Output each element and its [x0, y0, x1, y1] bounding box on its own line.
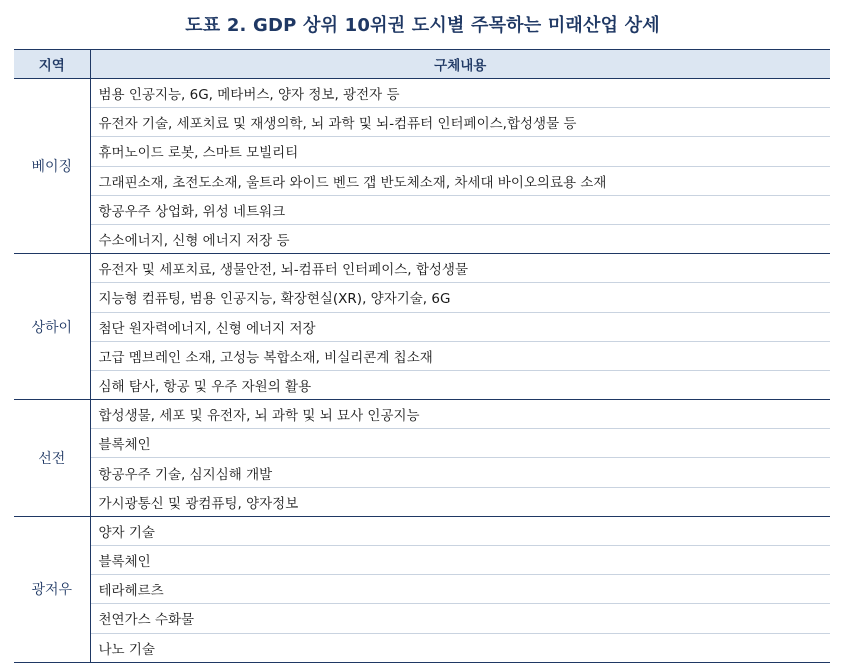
table-title: 도표 2. GDP 상위 10위권 도시별 주목하는 미래산업 상세 [185, 15, 660, 36]
detail-cell: 가시광통신 및 광컴퓨팅, 양자정보 [90, 487, 830, 516]
detail-cell: 첨단 원자력에너지, 신형 에너지 저장 [90, 312, 830, 341]
detail-cell: 범용 인공지능, 6G, 메타버스, 양자 정보, 광전자 등 [90, 79, 830, 108]
table-row [14, 283, 830, 312]
detail-cell: 천연가스 수화물 [90, 604, 830, 633]
header-region: 지역 [14, 50, 90, 79]
detail-cell: 항공우주 기술, 심지심해 개발 [90, 458, 830, 487]
table-row [14, 604, 830, 633]
detail-cell: 지능형 컴퓨팅, 범용 인공지능, 확장현실(XR), 양자기술, 6G [90, 283, 830, 312]
table-body [14, 79, 830, 663]
detail-cell: 그래핀소재, 초전도소재, 울트라 와이드 벤드 갭 반도체소재, 차세대 바이오의료용 소재 [90, 166, 830, 195]
table-row [14, 458, 830, 487]
detail-cell: 블록체인 [90, 429, 830, 458]
table-row [14, 166, 830, 195]
table-row [14, 137, 830, 166]
table-row [14, 224, 830, 253]
detail-cell: 휴머노이드 로봇, 스마트 모빌리티 [90, 137, 830, 166]
header-row [14, 50, 830, 79]
region-cell: 상하이 [14, 254, 90, 400]
table-row [14, 341, 830, 370]
detail-cell: 테라헤르츠 [90, 575, 830, 604]
table-row [14, 195, 830, 224]
detail-cell: 나노 기술 [90, 633, 830, 662]
detail-cell: 양자 기술 [90, 516, 830, 545]
table-row [14, 633, 830, 662]
table-row [14, 79, 830, 108]
region-cell: 선전 [14, 400, 90, 517]
detail-cell: 유전자 및 세포치료, 생물안전, 뇌-컴퓨터 인터페이스, 합성생물 [90, 254, 830, 283]
table-row [14, 429, 830, 458]
detail-cell: 고급 멤브레인 소재, 고성능 복합소재, 비실리콘계 칩소재 [90, 341, 830, 370]
future-industry-table [14, 49, 830, 663]
table-row [14, 312, 830, 341]
table-row [14, 546, 830, 575]
table-row [14, 254, 830, 283]
header-details: 구체내용 [90, 50, 830, 79]
region-cell: 베이징 [14, 79, 90, 254]
detail-cell: 수소에너지, 신형 에너지 저장 등 [90, 224, 830, 253]
table-row [14, 516, 830, 545]
table-row [14, 575, 830, 604]
table-row [14, 400, 830, 429]
table-row [14, 487, 830, 516]
detail-cell: 유전자 기술, 세포치료 및 재생의학, 뇌 과학 및 뇌-컴퓨터 인터페이스,합성생물 등 [90, 108, 830, 137]
region-cell: 광저우 [14, 516, 90, 662]
detail-cell: 심해 탐사, 항공 및 우주 자원의 활용 [90, 370, 830, 399]
detail-cell: 합성생물, 세포 및 유전자, 뇌 과학 및 뇌 묘사 인공지능 [90, 400, 830, 429]
detail-cell: 항공우주 상업화, 위성 네트워크 [90, 195, 830, 224]
table-row [14, 108, 830, 137]
table-row [14, 370, 830, 399]
detail-cell: 블록체인 [90, 546, 830, 575]
